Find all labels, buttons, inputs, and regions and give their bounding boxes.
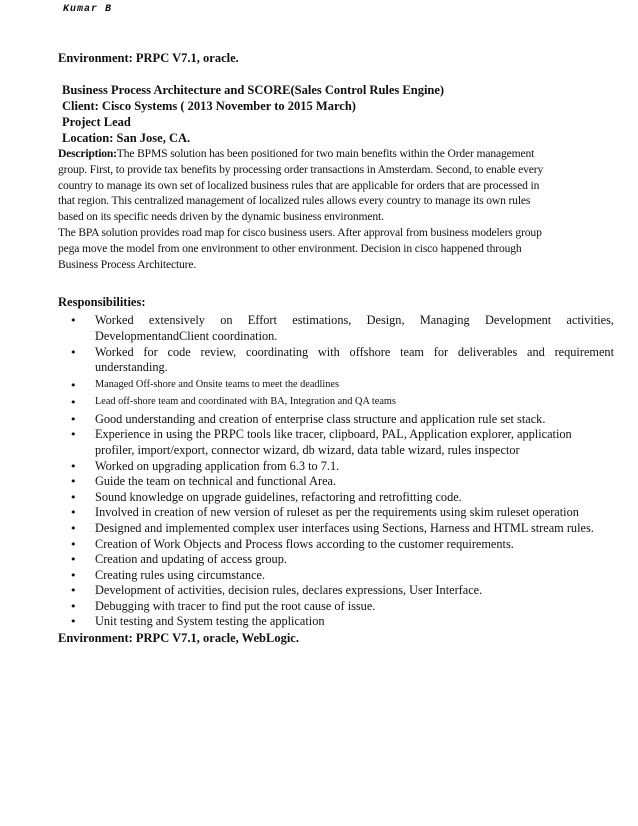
list-item: • Creation of Work Objects and Process flows according to the customer requirements. <box>58 537 614 553</box>
list-item: • Involved in creation of new version of ruleset as per the requirements using skim ruleset operation <box>58 505 614 521</box>
list-item: • Worked for code review, coordinating with offshore team for deliverables and requirement understanding. <box>58 345 614 376</box>
environment-bottom: Environment: PRPC V7.1, oracle, WebLogic. <box>58 631 299 646</box>
responsibilities-list <box>58 313 614 630</box>
list-item: • Unit testing and System testing the application <box>58 614 614 630</box>
responsibilities-title: Responsibilities: <box>58 295 146 310</box>
project-role: Project Lead <box>62 115 131 129</box>
description-label: Description: <box>58 147 117 160</box>
project-name: Business Process Architecture and SCORE(Sales Control Rules Engine) <box>62 83 445 97</box>
list-item: • Designed and implemented complex user interfaces using Sections, Harness and HTML stream rules. <box>58 521 614 537</box>
description-line: based on its specific needs driven by the dynamic business environment. <box>58 210 384 224</box>
description-line: The BPA solution provides road map for cisco business users. After approval from business modelers group <box>58 225 542 239</box>
description-line: country to manage its own set of localized business rules that are applicable for orders that are processed in <box>58 178 540 192</box>
list-item: • Debugging with tracer to find put the root cause of issue. <box>58 599 614 615</box>
project-location: Location: San Jose, CA. <box>62 131 191 145</box>
project-description <box>58 146 614 272</box>
list-item: • Experience in using the PRPC tools like tracer, clipboard, PAL, Application explorer, application profiler, import/export, connector wizard, db wizard, data table wizard, rules inspector <box>58 427 614 458</box>
description-line: Business Process Architecture. <box>58 257 197 271</box>
page-header-author: Kumar B <box>63 4 113 15</box>
list-item: • Good understanding and creation of enterprise class structure and application rule set stack. <box>58 412 614 428</box>
list-item: • Lead off-shore team and coordinated with BA, Integration and QA teams <box>58 393 614 410</box>
list-item: • Guide the team on technical and functional Area. <box>58 474 614 490</box>
list-item: • Creation and updating of access group. <box>58 552 614 568</box>
description-line: pega move the model from one environment to other environment. Decision in cisco happened through <box>58 241 522 255</box>
project-client: Client: Cisco Systems ( 2013 November to 2015 March) <box>62 99 356 113</box>
resume-section <box>58 50 614 646</box>
list-item: • Creating rules using circumstance. <box>58 568 614 584</box>
environment-top: Environment: PRPC V7.1, oracle. <box>58 51 239 65</box>
list-item: • Worked extensively on Effort estimations, Design, Managing Development activities, DevelopmentandClient coordination. <box>58 313 614 344</box>
description-line: group. First, to provide tax benefits by processing order transactions in Amsterdam. Second, to enable every <box>58 162 544 176</box>
description-line: The BPMS solution has been positioned for two main benefits within the Order management <box>116 147 535 160</box>
project-info <box>62 82 614 146</box>
list-item: • Sound knowledge on upgrade guidelines, refactoring and retrofitting code. <box>58 490 614 506</box>
list-item: • Worked on upgrading application from 6.3 to 7.1. <box>58 459 614 475</box>
description-line: that region. This centralized management of localized rules allows every country to manage its own rules <box>58 194 531 208</box>
list-item: • Managed Off-shore and Onsite teams to meet the deadlines <box>58 376 614 393</box>
list-item: • Development of activities, decision rules, declares expressions, User Interface. <box>58 583 614 599</box>
